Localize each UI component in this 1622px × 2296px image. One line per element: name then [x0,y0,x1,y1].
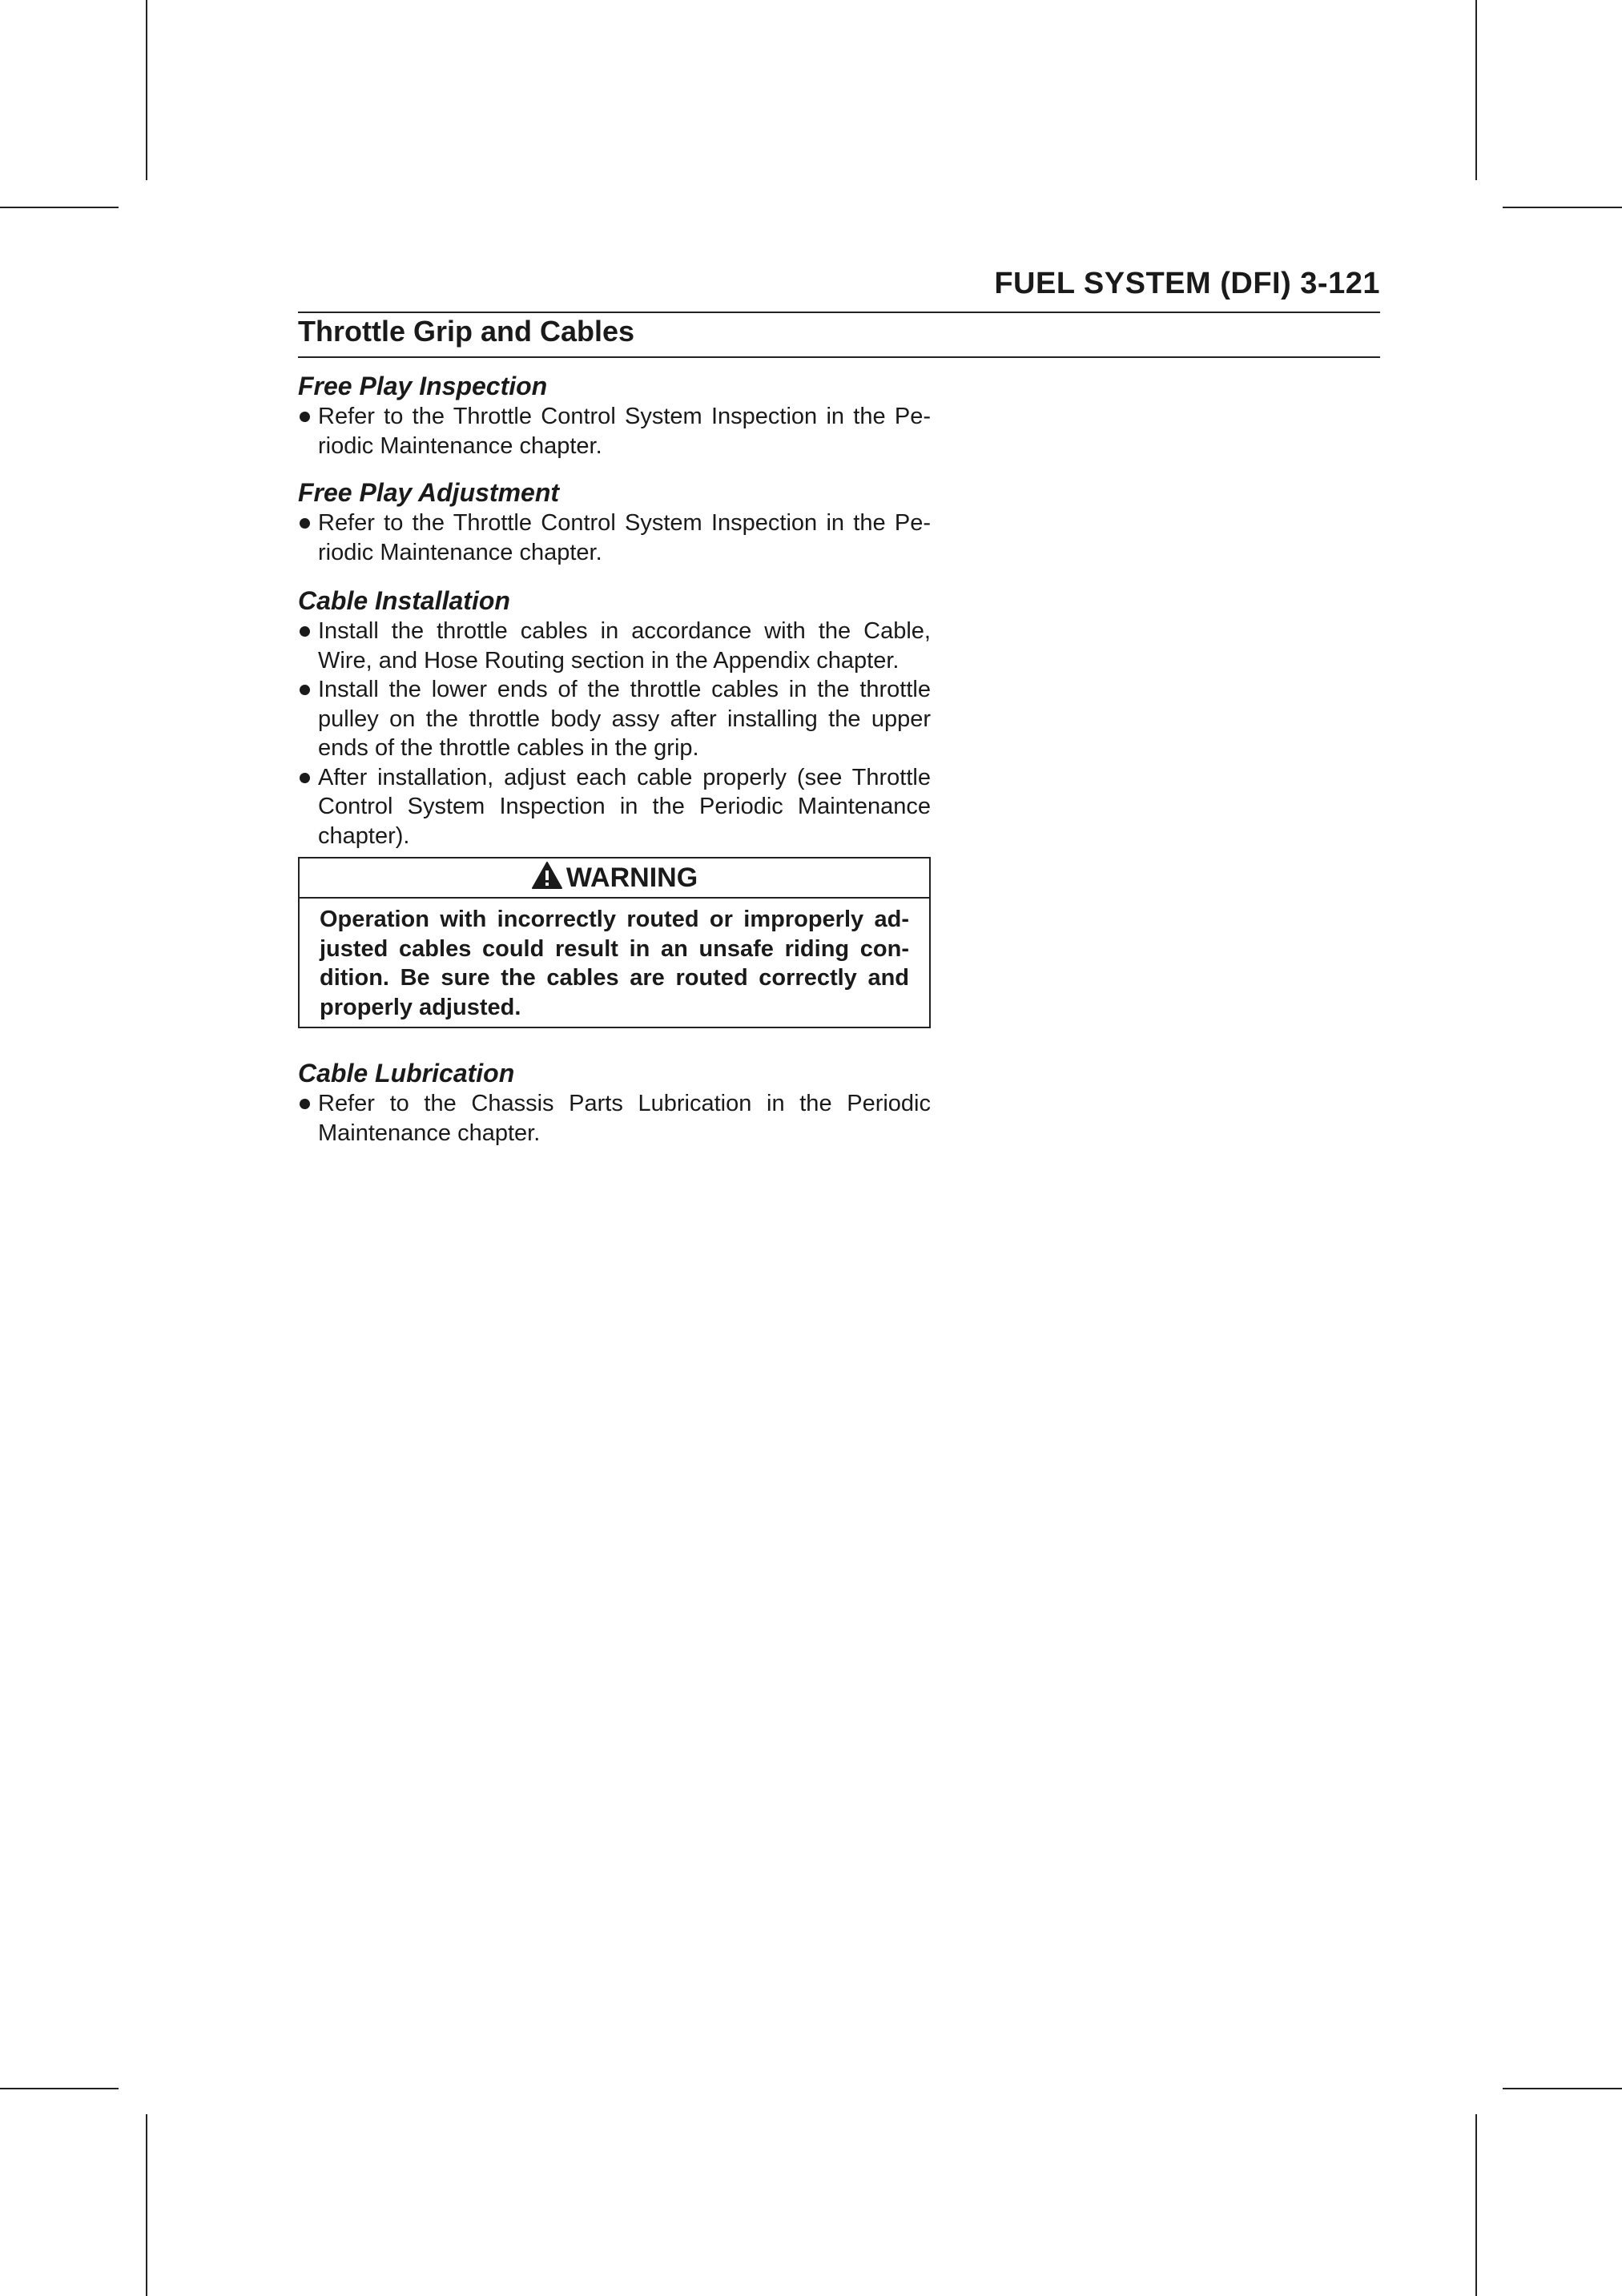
crop-mark-bottom-right-horizontal [1503,2088,1622,2089]
header-rule [298,312,1380,313]
crop-mark-top-left-vertical [146,0,147,180]
warning-box [298,857,931,1028]
subheading-free-play-adjustment: Free Play Adjustment [298,478,560,507]
section-rule [298,356,1380,358]
bullet-list [298,617,931,850]
subheading-cable-lubrication: Cable Lubrication [298,1059,515,1088]
main-column [298,370,931,1148]
crop-mark-top-right-horizontal [1503,207,1622,208]
bullet-item: Install the throttle cables in accordance with the Cable, Wire, and Hose Routing section in the Appendix chapter. [298,617,931,675]
subheading-cable-installation: Cable Installation [298,586,510,615]
crop-mark-top-left-horizontal [0,207,119,208]
bullet-item: Install the lower ends of the throttle cables in the throttle pulley on the throttle body assy after installing the upper ends of the throttle cables in the grip. [298,675,931,763]
warning-text: Operation with incorrectly routed or improperly ad- justed cables could result in an unsafe riding con- dition. Be sure the cables are routed correctly and properly adjusted. [320,907,909,1020]
bullet-item: Refer to the Throttle Control System Inspection in the Pe- riodic Maintenance chapter. [298,402,931,460]
bullet-list [298,402,931,460]
bullet-item: Refer to the Throttle Control System Inspection in the Pe- riodic Maintenance chapter. [298,509,931,567]
bullet-list [298,1089,931,1148]
bullet-item: After installation, adjust each cable properly (see Throttle Control System Inspection in the Periodic Maintenance chapter). [298,763,931,851]
subheading-free-play-inspection: Free Play Inspection [298,372,548,400]
crop-mark-bottom-right-vertical [1475,2114,1477,2296]
crop-mark-bottom-left-vertical [146,2114,147,2296]
crop-mark-bottom-left-horizontal [0,2088,119,2089]
bullet-item: Refer to the Chassis Parts Lubrication in the Periodic Maintenance chapter. [298,1089,931,1148]
warning-header [300,858,929,899]
running-header: FUEL SYSTEM (DFI) 3-121 [994,267,1380,300]
section-title: Throttle Grip and Cables [298,315,635,348]
bullet-list [298,509,931,567]
warning-label: WARNING [565,863,698,893]
warning-triangle-icon [531,861,563,890]
crop-mark-top-right-vertical [1475,0,1477,180]
